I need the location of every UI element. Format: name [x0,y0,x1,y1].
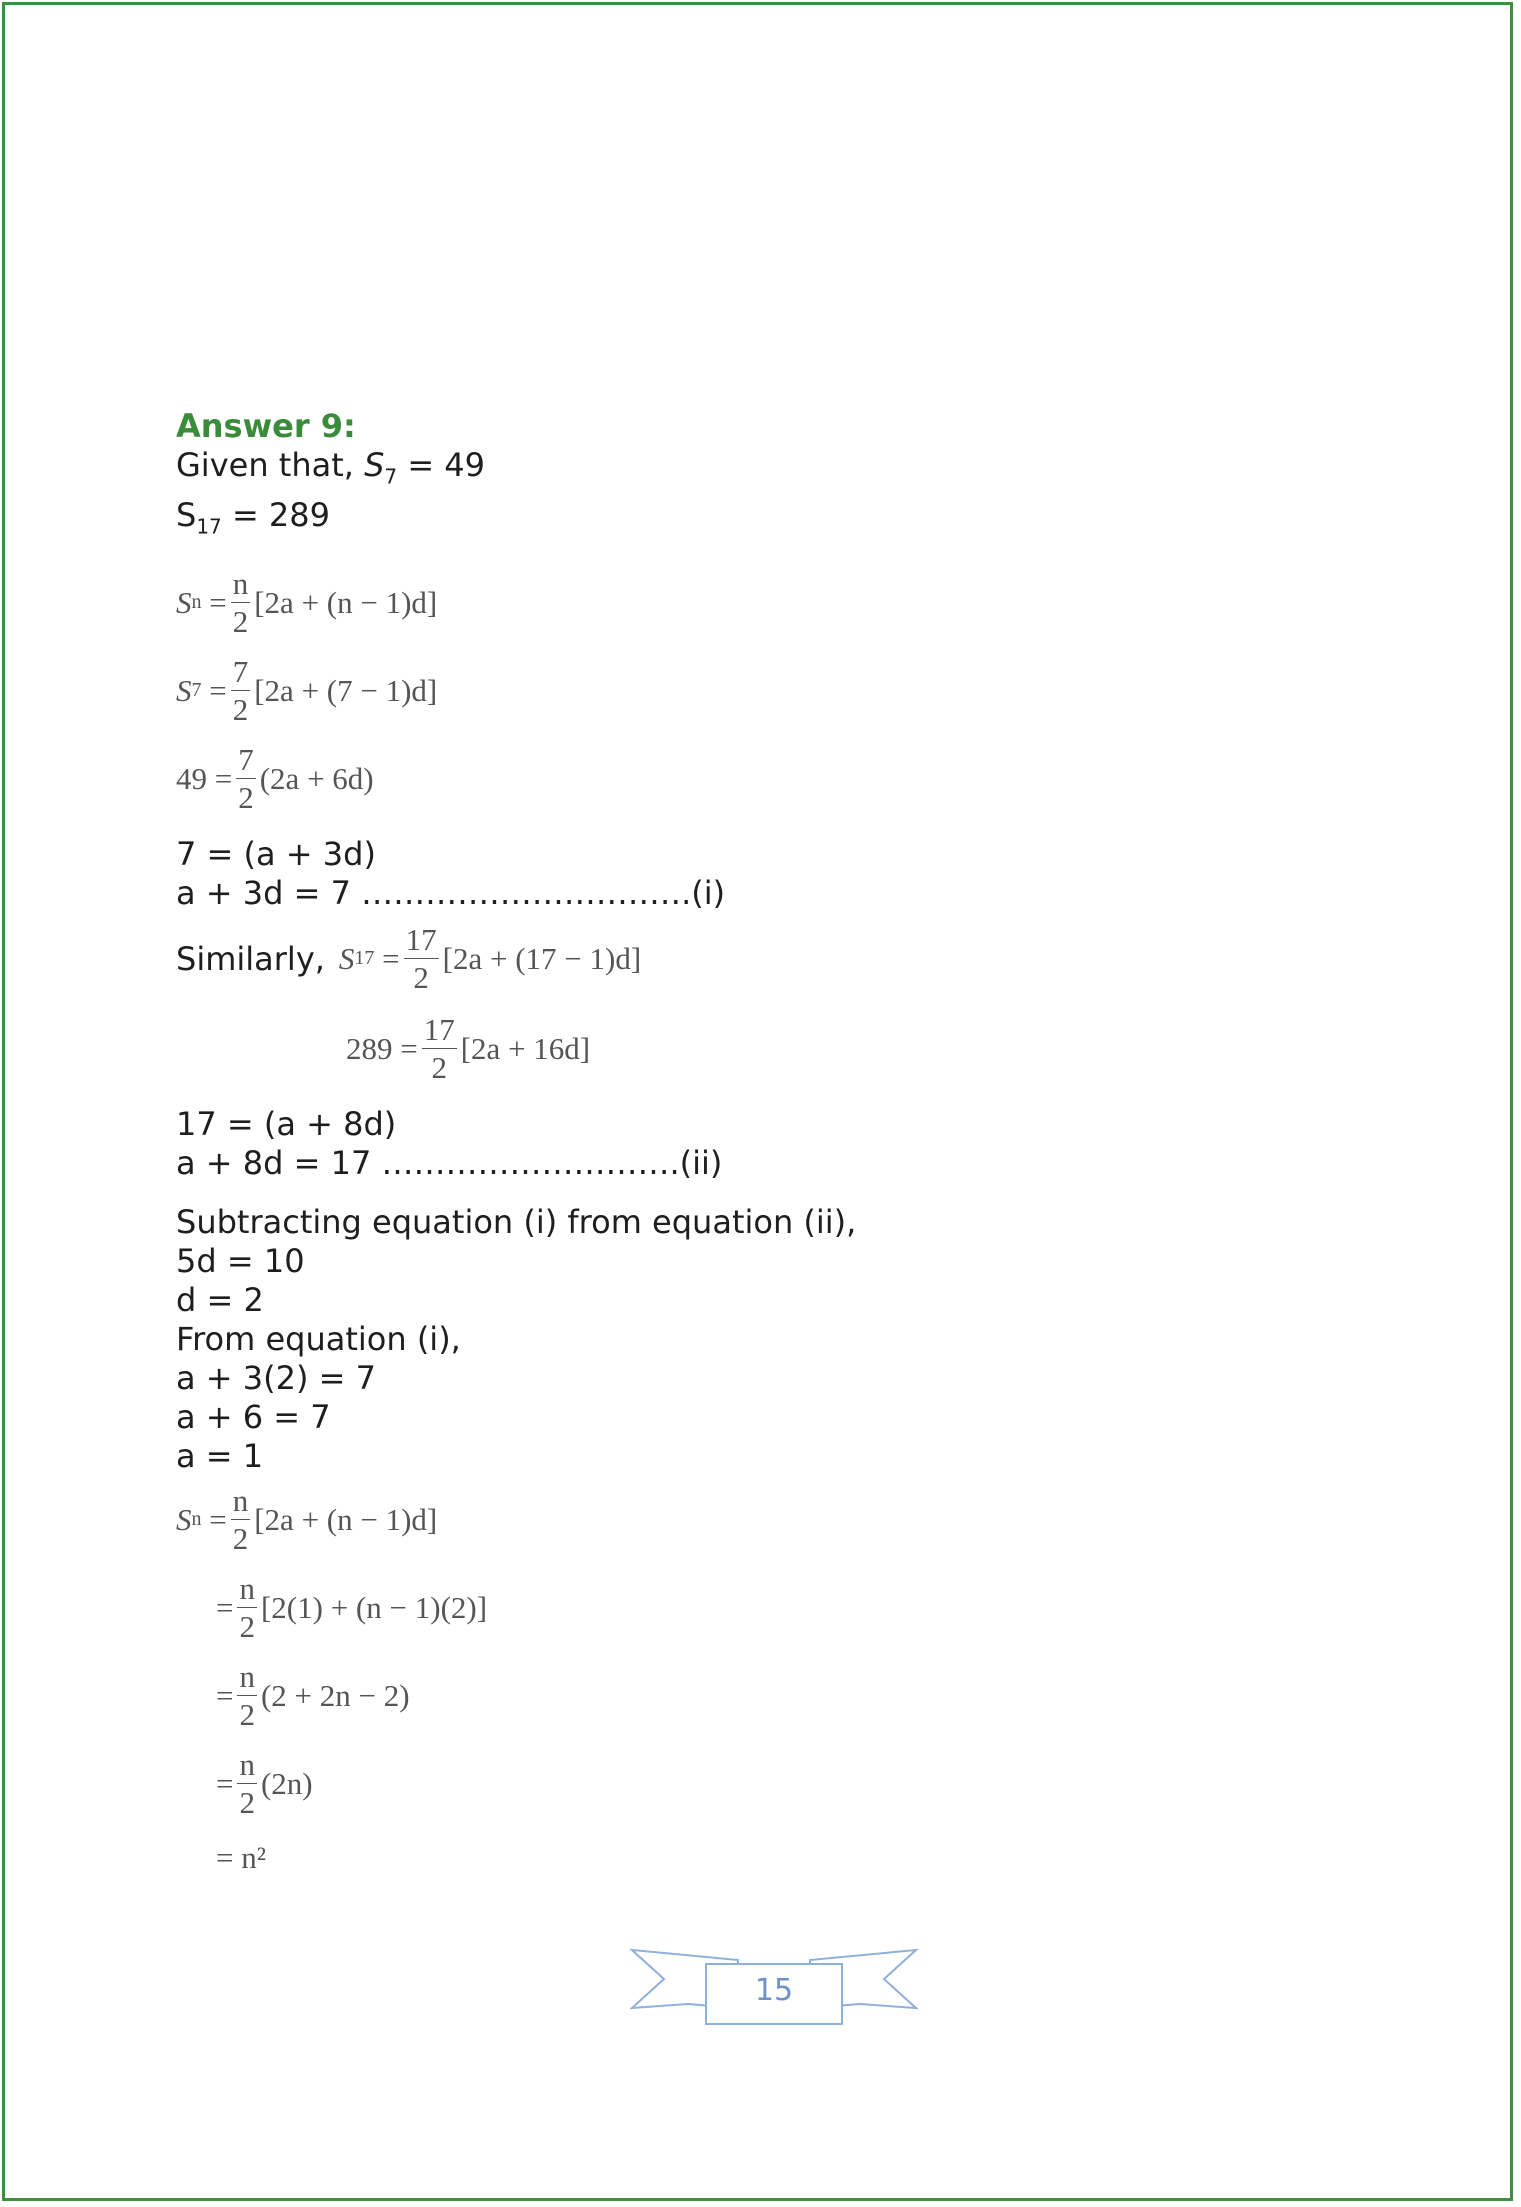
step-line: a = 1 [176,1436,264,1475]
formula-rhs: (2a + 6d) [259,760,374,796]
step-line: a + 3(2) = 7 [176,1358,376,1397]
given-s17 [176,496,1376,546]
step-line: 17 = (a + 8d) [176,1104,397,1143]
equation-i: a + 3d = 7 ………………………….(i) [176,873,726,912]
s7-subscript: 7 [384,464,398,489]
step-line: 7 = (a + 3d) [176,834,376,873]
formula-lhs-sub: 7 [191,679,202,702]
s17-subscript: 17 [196,514,222,539]
formula-lhs: 49 = [176,760,233,796]
similarly-row [176,913,1376,1005]
formula-s7-simplified [176,735,1376,823]
step-line: From equation (i), [176,1319,461,1358]
step-line: a + 6 = 7 [176,1397,331,1436]
final-step-3: = $\frac{n}{2}$ (2 + 2n − 2) [216,1659,410,1733]
final-step-2: = $\frac{n}{2}$ [2(1) + (n − 1)(2)] [216,1571,488,1645]
fraction: $\frac{17}{2}$ [405,922,437,996]
formula-rhs: [2a + (7 − 1)d] [254,672,438,708]
equation-ii: a + 8d = 17 ……………………….(ii) [176,1143,723,1182]
final-sn: S n = $\frac{n}{2}$ [2a + (n − 1)d] [176,1483,438,1557]
formula-lhs-sub: n [191,591,202,614]
fraction: $\frac{n}{2}$ [232,566,249,640]
formula-sn: S n = $\frac{n}{2}$ [2a + (n − 1)d] [176,566,438,640]
fraction: $\frac{n}{2}$ [239,1659,255,1733]
step-line: d = 2 [176,1280,264,1319]
fraction: $\frac{n}{2}$ [239,1747,255,1821]
formula-s17: S 17 = $\frac{17}{2}$ [2a + (17 − 1)d] [338,922,642,996]
formula-rhs: [2a + (n − 1)d] [254,584,438,620]
page-number-ribbon [628,1946,920,2030]
final-step-4: = $\frac{n}{2}$ (2n) [216,1747,313,1821]
given-s7 [176,446,1376,496]
s17-symbol: S [176,496,197,535]
fraction: $\frac{7}{2}$ [238,742,254,816]
formula-s7: S 7 = $\frac{7}{2}$ [2a + (7 − 1)d] [176,654,438,728]
step-line: 5d = 10 [176,1241,305,1280]
answer-content [176,406,1376,1888]
s17-value: = 289 [221,496,330,535]
formula-lhs: S [176,584,192,620]
fraction: $\frac{17}{2}$ [423,1012,455,1086]
given-prefix: Given that, [176,446,365,484]
s7-symbol: S [364,446,385,484]
s7-value: = 49 [397,446,486,484]
page-number: 15 [754,1972,794,2008]
formula-lhs: S [176,672,192,708]
fraction: $\frac{7}{2}$ [232,654,249,728]
fraction: $\frac{n}{2}$ [239,1571,255,1645]
final-result: = n² [216,1839,267,1875]
fraction: $\frac{n}{2}$ [232,1483,249,1557]
formula-s17-simplified: 289 = $\frac{17}{2}$ [2a + 16d] [346,1012,591,1086]
answer-heading: Answer 9: [176,407,356,445]
similarly-label: Similarly, [176,939,325,978]
step-line: Subtracting equation (i) from equation (ii), [176,1202,857,1241]
